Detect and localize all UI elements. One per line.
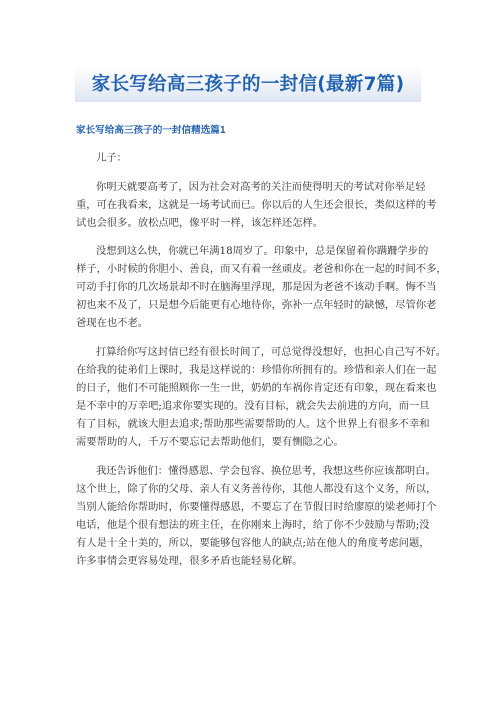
- paragraph-line: 爸现在也不老。: [76, 317, 149, 329]
- paragraph-line: 许多事情会更容易处理，很多矛盾也能轻易化解。: [76, 555, 303, 567]
- paragraph-line: 打算给你写这封信已经有很长时间了，可总觉得没想好，也担心自己写不好。: [96, 346, 447, 358]
- paragraph-line: 没想到这么快，你就已年满18周岁了。印象中，总是保留着你蹒跚学步的: [96, 245, 429, 257]
- paragraph-line: 重，可在我看来，这就是一场考试而已。你以后的人生还会很长，类似这样的考: [76, 199, 437, 211]
- paragraph-line: 我还告诉他们：懂得感恩、学会包容、换位思考，我想这些你应该都明白。: [96, 465, 436, 477]
- paragraph-line: 当别人能给你帮助时，你要懂得感恩，不要忘了在节假日时给廖原的梁老师打个: [76, 501, 437, 513]
- paragraph-line: 电话，他是个很有想法的班主任，在你刚来上海时，给了你不少鼓励与帮助;没: [76, 519, 430, 531]
- paragraph-line: 在给我的徒弟们上课时，我是这样说的：珍惜你所拥有的。珍惜和亲人们在一起: [76, 364, 437, 376]
- paragraph-line: 需要帮助的人，千万不要忘记去帮助他们，要有恻隐之心。: [76, 436, 344, 448]
- salutation: 儿子：: [96, 152, 127, 164]
- paragraph-line: 可动手打你的几次场景却不时在脑海里浮现，那是因为老爸不该动手啊。悔不当: [76, 281, 437, 293]
- paragraph-line: 是不幸中的万幸吧;追求你要实现的。没有目标，就会失去前进的方向，而一旦: [76, 400, 430, 412]
- paragraph-line: 有了目标，就该大胆去追求;帮助那些需要帮助的人。这个世界上有很多不幸和: [76, 418, 430, 430]
- paragraph-line: 这个世上，除了你的父母、亲人有义务善待你，其他人都没有这个义务，所以，: [76, 483, 437, 495]
- paragraph-line: 初也来不及了，只是想今后能更有心地待你，弥补一点年轻时的缺憾，尽管你老: [76, 299, 437, 311]
- paragraph-line: 试也会很多。放松点吧，像平时一样，该怎样还怎样。: [76, 217, 324, 229]
- paragraph-line: 有人是十全十美的，所以，要能够包容他人的缺点;站在他人的角度考虑问题，: [76, 537, 430, 549]
- paragraph-line: 你明天就要高考了，因为社会对高考的关注而使得明天的考试对你举足轻: [96, 181, 426, 193]
- paragraph-line: 的日子，他们不可能照顾你一生一世，奶奶的车祸你肯定还有印象，现在看来也: [76, 382, 437, 394]
- paragraph-line: 样子，小时候的你胆小、善良，而又有着一丝顽皮。老爸和你在一起的时间不多，: [76, 263, 447, 275]
- section-heading: 家长写给高三孩子的一封信精选篇1: [76, 125, 226, 136]
- document-title: 家长写给高三孩子的一封信(最新7篇): [91, 74, 405, 95]
